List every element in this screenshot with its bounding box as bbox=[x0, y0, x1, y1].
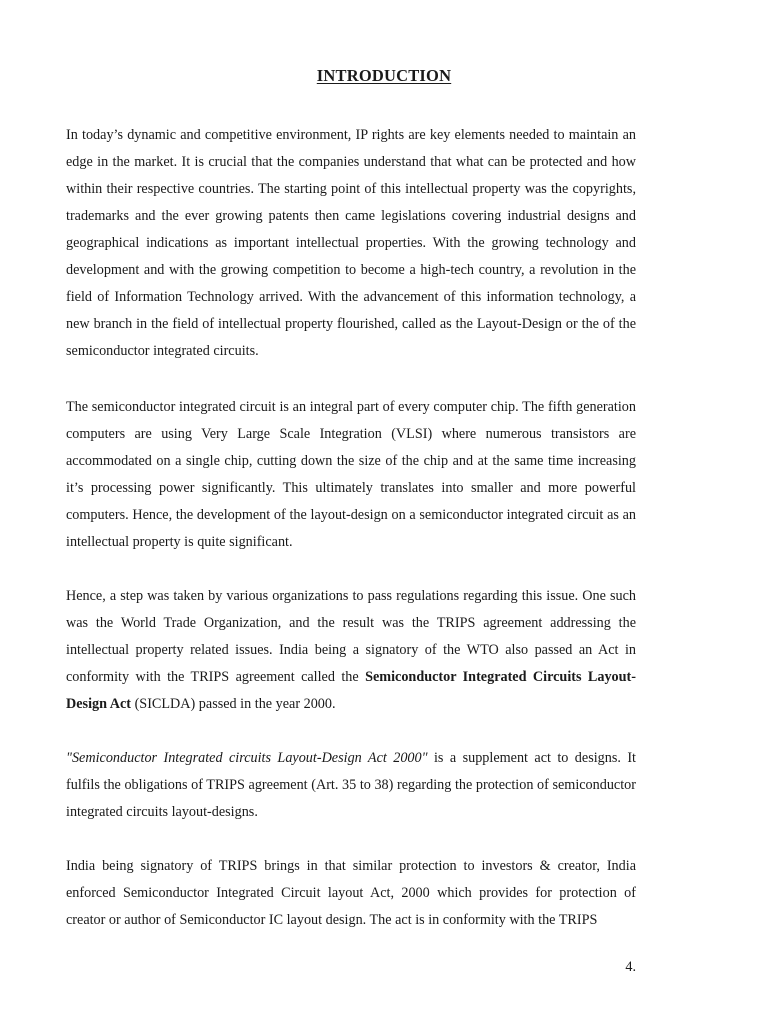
act-title-italic: "Semiconductor Integrated circuits Layout-Design Act 2000" bbox=[66, 750, 428, 766]
paragraph-india-signatory: India being signatory of TRIPS brings in that similar protection to investors & creator, India enforced Semiconductor Integrated Circuit layout Act, 2000 which provides for protection of creator or author of Semiconductor IC layout design. The act is in conformity with the TRIPS bbox=[66, 858, 636, 928]
paragraph-text: (SICLDA) passed in the year 2000. bbox=[131, 696, 336, 712]
act-name-bold: Semiconductor Integrated Circuits Layout-Design Act bbox=[66, 669, 636, 712]
paragraph-text: Hence, a step was taken by various organizations to pass regulations regarding this issue. One such was the World Trade Organization, and the result was the TRIPS agreement addressing the intellectual property related issues. India being a signatory of the WTO also passed an Act in conformity with the TRIPS agreement called the bbox=[66, 588, 636, 685]
paragraph-semiconductor-ic: The semiconductor integrated circuit is an integral part of every computer chip. The fifth generation computers are using Very Large Scale Integration (VLSI) where numerous transistors are accommodated on a single chip, cutting down the size of the chip and at the same time increasing it’s processing power significantly. This ultimately translates into smaller and more powerful computers. Hence, the development of the layout-design on a semiconductor integrated circuit as an intellectual property is quite significant. bbox=[66, 399, 636, 550]
paragraph-ip-rights: In today’s dynamic and competitive environment, IP rights are key elements needed to maintain an edge in the market. It is crucial that the companies understand that what can be protected and how within their respective countries. The starting point of this intellectual property was the copyrights, trademarks and the ever growing patents then came legislations covering industrial designs and geographical indications as important intellectual properties. With the growing technology and development and with the growing competition to become a high-tech country, a revolution in the field of Information Technology arrived. With the advancement of this information technology, a new branch in the field of intellectual property flourished, called as the Layout-Design or the of the semiconductor integrated circuits. bbox=[66, 127, 636, 359]
page-title: INTRODUCTION bbox=[316, 66, 452, 85]
paragraph-text: is a supplement act to designs. It fulfils the obligations of TRIPS agreement (Art. 35 to 38) regarding the protection of semiconductor integrated circuits layout-designs. bbox=[66, 750, 636, 820]
paragraph-trips-agreement bbox=[66, 583, 636, 718]
paragraph-act-2000 bbox=[66, 745, 636, 826]
page-number: 4. bbox=[625, 959, 636, 975]
